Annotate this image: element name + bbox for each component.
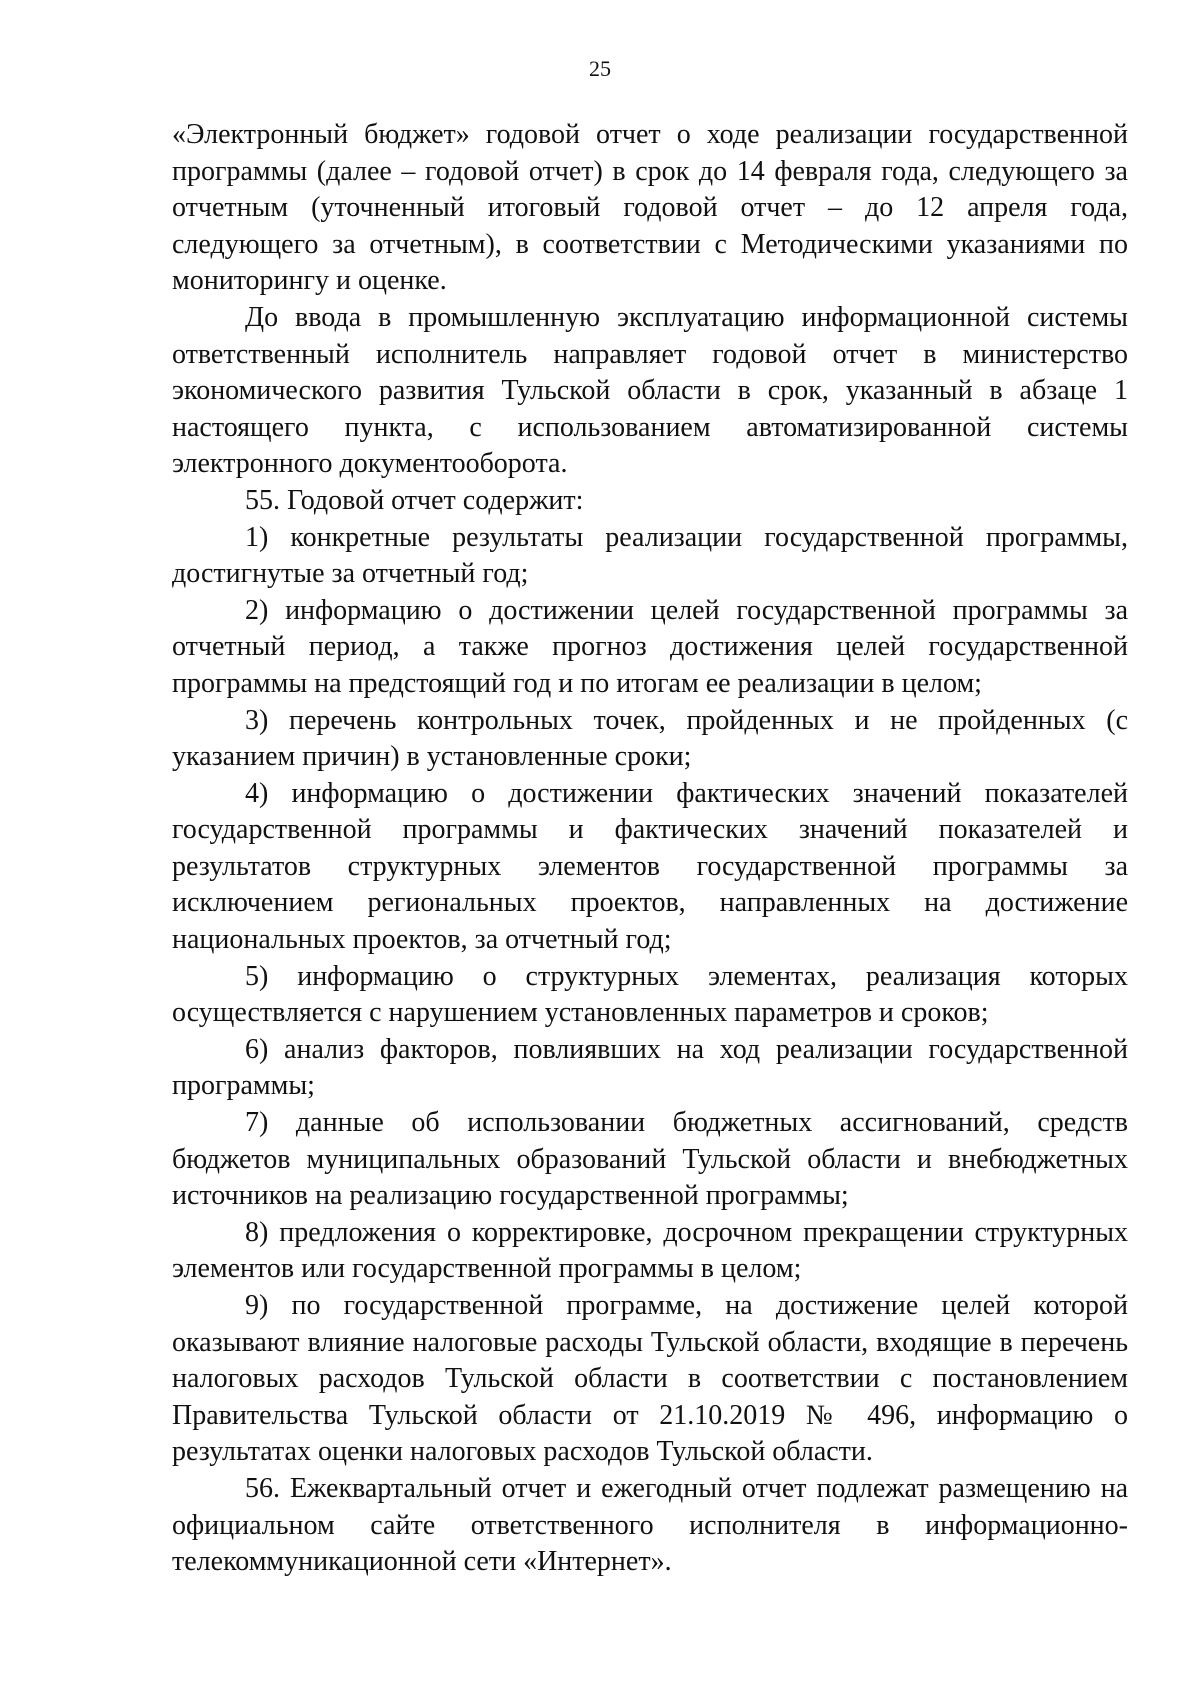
clause-55-item-9: 9) по государственной программе, на достижение целей которой оказывают влияние налоговые расходы Тульской области, входящие в перечень налоговых расходов Тульской области в соответствии с постановлением Правительства Тульской области от 21.10.2019 № 496, информацию о результатах оценки налоговых расходов Тульской области. <box>172 1290 1128 1468</box>
page-number: 25 <box>589 56 611 81</box>
clause-55-item-8: 8) предложения о корректировке, досрочном прекращении структурных элементов или государственной программы в целом; <box>172 1216 1128 1285</box>
clause-55-heading: 55. Годовой отчет содержит: <box>245 484 584 516</box>
clause-55-item-7: 7) данные об использовании бюджетных ассигнований, средств бюджетов муниципальных образований Тульской области и внебюджетных источников на реализацию государственной программы; <box>172 1107 1128 1212</box>
paragraph-before-system-launch: До ввода в промышленную эксплуатацию информационной системы ответственный исполнитель направляет годовой отчет в министерство экономического развития Тульской области в срок, указанный в абзаце 1 настоящего пункта, с использованием автоматизированной системы электронного документооборота. <box>172 301 1128 480</box>
document-body <box>172 117 1128 1581</box>
clause-56: 56. Ежеквартальный отчет и ежегодный отчет подлежат размещению на официальном сайте ответственного исполнителя в информационно-телекоммуникационной сети «Интернет». <box>172 1472 1128 1578</box>
clause-55-item-4: 4) информацию о достижении фактических значений показателей государственной программы и фактических значений показателей и результатов структурных элементов государственной программы за исключением региональных проектов, направленных на достижение национальных проектов, за отчетный год; <box>172 777 1128 956</box>
clause-55-item-6: 6) анализ факторов, повлиявших на ход реализации государственной программы; <box>172 1033 1128 1102</box>
clause-55-item-1: 1) конкретные результаты реализации государственной программы, достигнутые за отчетный год; <box>172 521 1128 590</box>
clause-55-item-2: 2) информацию о достижении целей государственной программы за отчетный период, а также прогноз достижения целей государственной программы на предстоящий год и по итогам ее реализации в целом; <box>172 594 1128 699</box>
paragraph-continuation: «Электронный бюджет» годовой отчет о ходе реализации государственной программы (далее – годовой отчет) в срок до 14 февраля года, следующего за отчетным (уточненный итоговый годовой отчет – до 12 апреля года, следующего за отчетным), в соответствии с Методическими указаниями по мониторингу и оценке. <box>172 119 1128 297</box>
clause-55-item-5: 5) информацию о структурных элементах, реализация которых осуществляется с нарушением установленных параметров и сроков; <box>172 960 1128 1029</box>
clause-55-item-3: 3) перечень контрольных точек, пройденных и не пройденных (с указанием причин) в установленные сроки; <box>172 704 1128 773</box>
